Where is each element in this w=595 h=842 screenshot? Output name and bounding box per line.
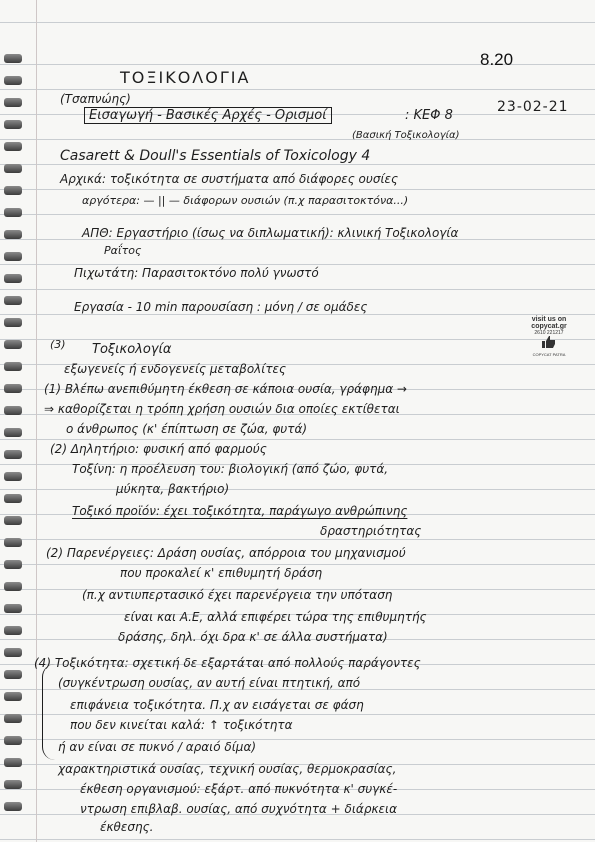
page-title: ΤΟΞΙΚΟΛΟΓΙΑ [120, 68, 251, 87]
binding-hole [4, 560, 22, 569]
binding-hole [4, 538, 22, 547]
binding-hole [4, 76, 22, 85]
binding-hole [4, 692, 22, 701]
binding-hole [4, 626, 22, 635]
note-line: (4) Τοξικότητα: σχετική δε εξαρτάται από πολλούς παράγοντες [34, 656, 421, 670]
binding-hole [4, 802, 22, 811]
binding-hole [4, 736, 22, 745]
note-line: ή αν είναι σε πυκνό / αραιό δίμα) [58, 740, 257, 754]
note-line: επιφάνεια τοξικότητα. Π.χ αν εισάγεται σε φάση [70, 698, 364, 712]
binding-hole [4, 120, 22, 129]
note-line: έκθεση οργανισμού: εξάρτ. από πυκνότητα κ' συγκέ- [80, 782, 398, 796]
note-line: (3) [50, 338, 66, 351]
binding-hole [4, 714, 22, 723]
author-tag: (Τσαπνώης) [60, 92, 131, 106]
binding-hole [4, 230, 22, 239]
note-line: Πιχωτάτη: Παρασιτοκτόνο πολύ γνωστό [74, 266, 319, 280]
note-line: είναι και Α.Ε, αλλά επιφέρει τώρα της επιθυμητής [124, 610, 427, 624]
note-line: (π.χ αντιυπερτασικό έχει παρενέργεια την υπόταση [82, 588, 393, 602]
binding-hole [4, 384, 22, 393]
book-title: Casarett & Doull's Essentials of Toxicology 4 [60, 148, 371, 164]
page-number: 8.20 [480, 50, 514, 69]
note-line: χαρακτηριστικά ουσίας, τεχνική ουσίας, θερμοκρασίας, [58, 762, 397, 776]
note-line: (2) Παρενέργειες: Δράση ουσίας, απόρροια του μηχανισμού [46, 546, 406, 560]
copycat-stamp [523, 316, 575, 357]
binding-hole [4, 98, 22, 107]
binding-hole [4, 142, 22, 151]
binding-hole [4, 406, 22, 415]
binding-hole [4, 582, 22, 591]
binding-hole [4, 318, 22, 327]
binding-hole [4, 472, 22, 481]
subheading: Τοξικολογία [92, 342, 172, 357]
note-line: Τοξικό προϊόν: έχει τοξικότητα, παράγωγο ανθρώπινης [72, 504, 408, 518]
binding-hole [4, 648, 22, 657]
binding-hole [4, 252, 22, 261]
stamp-line: copycat.gr [531, 323, 567, 331]
binding-hole [4, 450, 22, 459]
chapter-ref: : ΚΕΦ 8 [405, 108, 453, 123]
spiral-binding [0, 0, 28, 842]
note-line: Αρχικά: τοξικότητα σε συστήματα από διάφορες ουσίες [60, 172, 399, 186]
note-line: Ραΐτος [104, 244, 142, 257]
date: 23-02-21 [497, 99, 569, 115]
note-line: (1) Βλέπω ανεπιθύμητη έκθεση σε κάποια ουσία, γράφημα → [44, 382, 407, 396]
binding-hole [4, 670, 22, 679]
note-line: δράσης, δηλ. όχι δρα κ' σε άλλα συστήματα) [118, 630, 388, 644]
binding-hole [4, 362, 22, 371]
note-line: ο άνθρωπος (κ' έπίπτωση σε ζώα, φυτά) [66, 422, 308, 436]
binding-hole [4, 428, 22, 437]
note-line: μύκητα, βακτήριο) [116, 482, 230, 496]
note-line: αργότερα: — || — διάφορων ουσιών (π.χ παρασιτοκτόνα...) [82, 194, 409, 207]
note-line: που προκαλεί κ' επιθυμητή δράση [120, 566, 323, 580]
stamp-line: 2610 221217 [534, 329, 564, 336]
note-line: ΑΠΘ: Εργαστήριο (ίσως να διπλωματική): κλινική Τοξικολογία [82, 226, 459, 240]
margin-line [36, 0, 37, 842]
binding-hole [4, 274, 22, 283]
stamp-line: COPYCAT PATRA [532, 351, 566, 357]
binding-hole [4, 758, 22, 767]
binding-hole [4, 516, 22, 525]
note-line: εξωγενείς ή ενδογενείς μεταβολίτες [64, 362, 287, 376]
binding-hole [4, 186, 22, 195]
note-line: Τοξίνη: η προέλευση του: βιολογική (από ζώο, φυτά, [72, 462, 389, 476]
binding-hole [4, 494, 22, 503]
binding-hole [4, 164, 22, 173]
note-line: (συγκέντρωση ουσίας, αν αυτή είναι πτητική, από [58, 676, 361, 690]
note-line: που δεν κινείται καλά: ↑ τοξικότητα [70, 718, 293, 732]
bracket-mark [42, 664, 55, 760]
section-heading: Εισαγωγή - Βασικές Αρχές - Ορισμοί [84, 107, 332, 124]
note-line: έκθεσης. [100, 820, 154, 834]
note-line: ντρωση επιβλαβ. ουσίας, από συχνότητα + διάρκεια [80, 802, 397, 816]
basic-note: (Βασική Τοξικολογία) [352, 130, 460, 141]
note-line: δραστηριότητας [320, 524, 422, 538]
thumbs-up-icon [542, 336, 556, 348]
binding-hole [4, 780, 22, 789]
note-line: ⇒ καθορίζεται η τρόπη χρήση ουσιών δια οποίες εκτίθεται [44, 402, 400, 416]
binding-hole [4, 208, 22, 217]
note-line: Εργασία - 10 min παρουσίαση : μόνη / σε ομάδες [74, 300, 368, 314]
note-line: (2) Δηλητήριο: φυσική από φαρμούς [50, 442, 267, 456]
binding-hole [4, 54, 22, 63]
binding-hole [4, 296, 22, 305]
stamp-line: visit us on [531, 316, 567, 323]
binding-hole [4, 340, 22, 349]
binding-hole [4, 604, 22, 613]
